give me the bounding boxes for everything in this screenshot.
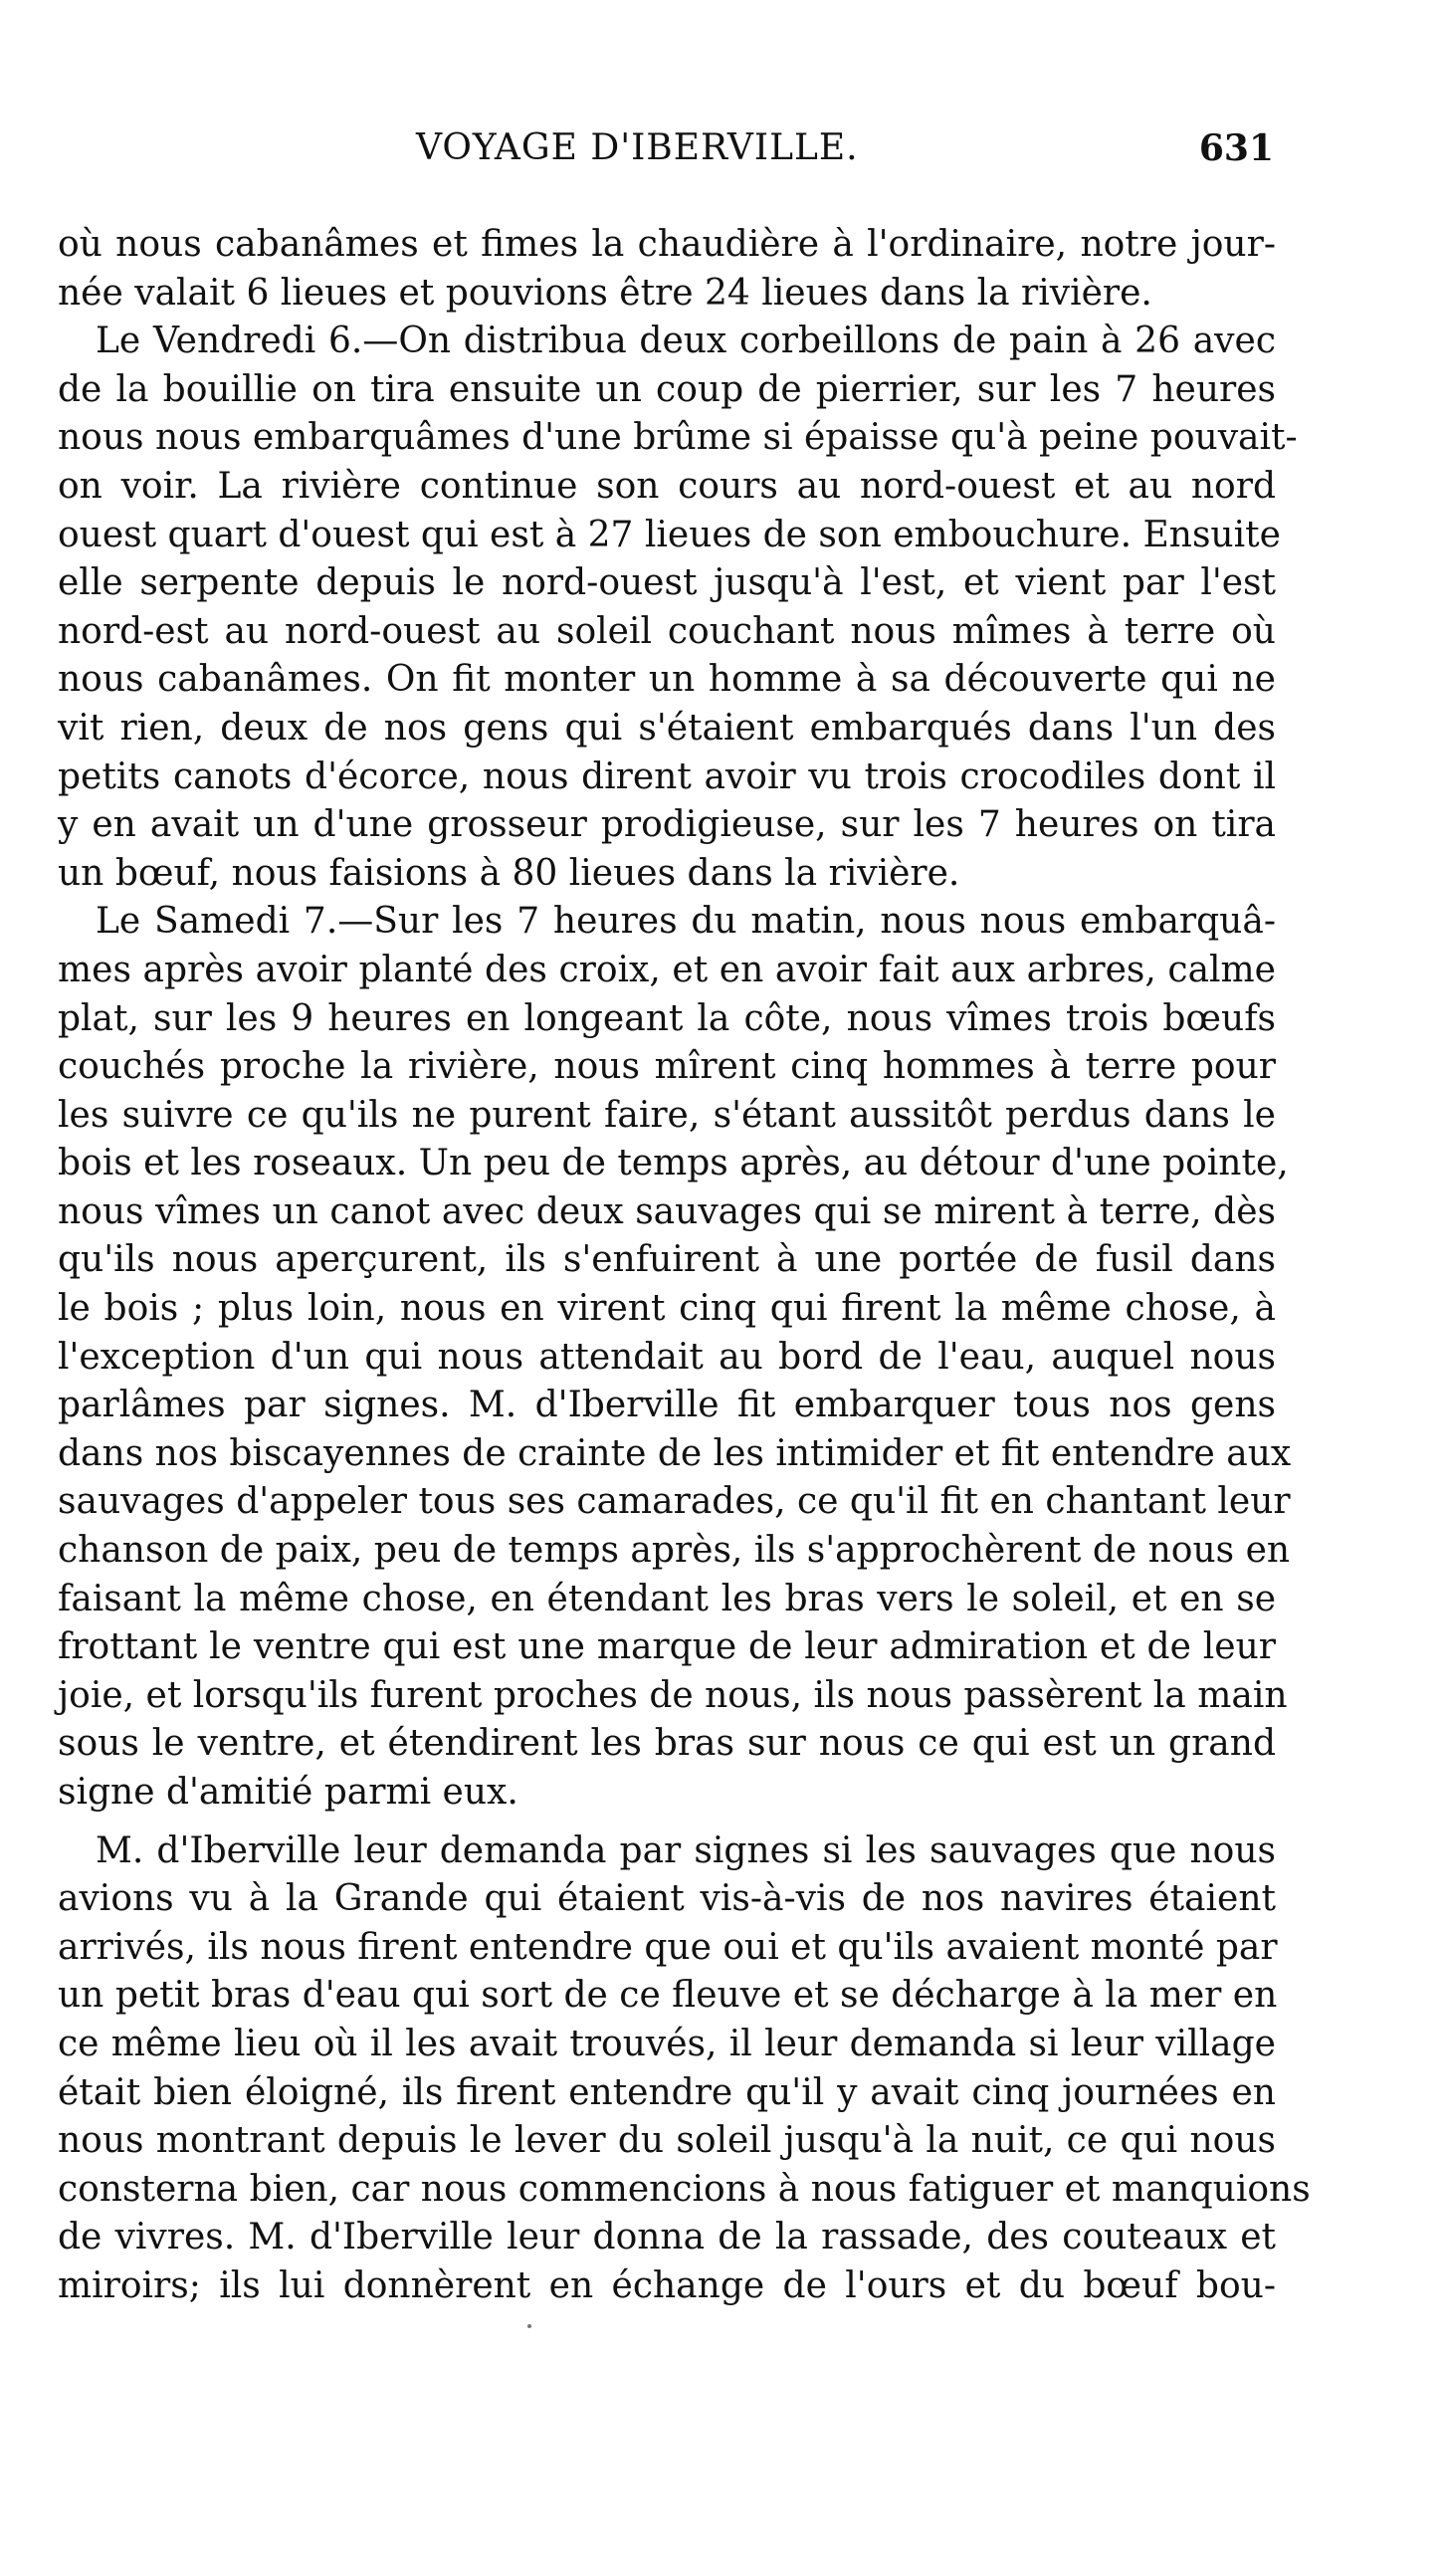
print-speck [527, 2324, 531, 2328]
text-line: miroirs; ils lui donnèrent en échange de l'ours et du bœuf bou- [58, 2264, 1276, 2306]
text-line: avions vu à la Grande qui étaient vis-à-vis de nos navires étaient [58, 1878, 1276, 1920]
text-line: Le Samedi 7.—Sur les 7 heures du matin, nous nous embarquâ- [96, 901, 1276, 943]
text-line: nous vîmes un canot avec deux sauvages qui se mirent à terre, dès [58, 1190, 1276, 1232]
text-line: chanson de paix, peu de temps après, ils s'approchèrent de nous en [58, 1530, 1291, 1572]
text-line: le bois ; plus loin, nous en virent cinq qui firent la même chose, à [58, 1288, 1276, 1330]
text-line: l'exception d'un qui nous attendait au bord de l'eau, auquel nous [58, 1336, 1276, 1378]
text-line: un petit bras d'eau qui sort de ce fleuve et se décharge à la mer en [58, 1975, 1278, 2017]
text-line: de vivres. M. d'Iberville leur donna de la rassade, des couteaux et [58, 2217, 1276, 2258]
text-line: elle serpente depuis le nord-ouest jusqu'à l'est, et vient par l'est [58, 562, 1276, 604]
text-line: M. d'Iberville leur demanda par signes si les sauvages que nous [96, 1829, 1276, 1871]
text-line: nous nous embarquâmes d'une brûme si épaisse qu'à peine pouvait- [58, 417, 1298, 459]
running-header [60, 127, 1274, 187]
page-number: 631 [1198, 127, 1274, 169]
paragraph-3 [58, 898, 1292, 1817]
text-line: dans nos biscayennes de crainte de les intimider et fit entendre aux [58, 1432, 1292, 1474]
text-line: parlâmes par signes. M. d'Iberville fit embarquer tous nos gens [58, 1385, 1276, 1426]
text-line: de la bouillie on tira ensuite un coup de pierrier, sur les 7 heures [58, 368, 1276, 410]
text-line: nous cabanâmes. On fit monter un homme à sa découverte qui ne [58, 659, 1276, 701]
text-line: plat, sur les 9 heures en longeant la côte, nous vîmes trois bœufs [58, 997, 1276, 1039]
text-line: nord-est au nord-ouest au soleil couchant nous mîmes à terre où [58, 610, 1276, 652]
text-line: où nous cabanâmes et fimes la chaudière à l'ordinaire, notre jour- [58, 224, 1276, 265]
paragraph-4 [58, 1827, 1311, 2311]
text-line: nous montrant depuis le lever du soleil jusqu'à la nuit, ce qui nous [58, 2120, 1276, 2162]
text-line: née valait 6 lieues et pouvions être 24 lieues dans la rivière. [58, 272, 1152, 314]
text-line: vit rien, deux de nos gens qui s'étaient embarqués dans l'un des [58, 707, 1276, 749]
text-line: Le Vendredi 6.—On distribua deux corbeillons de pain à 26 avec [96, 321, 1276, 362]
text-line: consterna bien, car nous commencions à nous fatiguer et manquions [58, 2168, 1311, 2210]
text-line: bois et les roseaux. Un peu de temps après, au détour d'une pointe, [58, 1143, 1289, 1184]
text-line: joie, et lorsqu'ils furent proches de nous, ils nous passèrent la main [58, 1674, 1288, 1716]
text-line: y en avait un d'une grosseur prodigieuse, sur les 7 heures on tira [58, 804, 1276, 846]
text-line: les suivre ce qu'ils ne purent faire, s'étant aussitôt perdus dans le [58, 1094, 1276, 1136]
paragraph-2 [58, 318, 1298, 898]
running-title: VOYAGE D'IBERVILLE. [416, 127, 859, 168]
body-text [58, 221, 1311, 2311]
text-line: un bœuf, nous faisions à 80 lieues dans la rivière. [58, 852, 960, 894]
text-line: sous le ventre, et étendirent les bras sur nous ce qui est un grand [58, 1723, 1276, 1765]
text-line: faisant la même chose, en étendant les bras vers le soleil, et en se [58, 1578, 1276, 1619]
text-line: ce même lieu où il les avait trouvés, il leur demanda si leur village [58, 2023, 1276, 2064]
text-line: on voir. La rivière continue son cours au nord-ouest et au nord [58, 465, 1276, 507]
text-line: était bien éloigné, ils firent entendre qu'il y avait cinq journées en [58, 2071, 1276, 2113]
text-line: sauvages d'appeler tous ses camarades, ce qu'il fit en chantant leur [58, 1481, 1291, 1523]
text-line: couchés proche la rivière, nous mîrent cinq hommes à terre pour [58, 1046, 1276, 1088]
text-line: petits canots d'écorce, nous dirent avoir vu trois crocodiles dont il [58, 755, 1276, 797]
text-line: frottant le ventre qui est une marque de leur admiration et de leur [58, 1626, 1276, 1668]
paragraph-1 [58, 221, 1276, 318]
text-line: qu'ils nous aperçurent, ils s'enfuirent à une portée de fusil dans [58, 1239, 1276, 1281]
text-line: ouest quart d'ouest qui est à 27 lieues de son embouchure. Ensuite [58, 514, 1281, 555]
text-line: mes après avoir planté des croix, et en avoir fait aux arbres, calme [58, 949, 1276, 990]
text-line: signe d'amitié parmi eux. [58, 1772, 518, 1813]
text-line: arrivés, ils nous firent entendre que oui et qu'ils avaient monté par [58, 1926, 1278, 1968]
